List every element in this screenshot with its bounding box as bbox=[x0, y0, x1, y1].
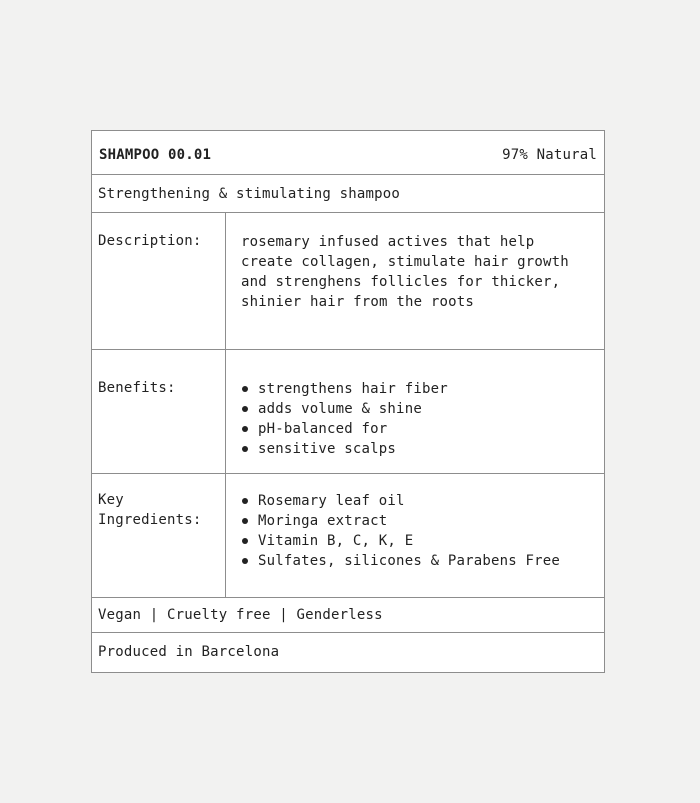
benefits-label: Benefits: bbox=[98, 380, 176, 396]
ingredients-list bbox=[241, 491, 560, 571]
list-item bbox=[241, 491, 560, 511]
bullet-icon bbox=[242, 426, 248, 432]
product-tags: Vegan | Cruelty free | Genderless bbox=[98, 607, 383, 623]
list-item bbox=[241, 551, 560, 571]
product-name: SHAMPOO 00.01 bbox=[99, 147, 212, 163]
natural-percent: 97% Natural bbox=[502, 147, 597, 163]
benefit-text: pH-balanced for bbox=[258, 421, 388, 437]
ingredient-text: Rosemary leaf oil bbox=[258, 493, 405, 509]
ingredients-label: Key Ingredients: bbox=[98, 492, 202, 528]
column-divider bbox=[225, 350, 226, 473]
ingredients-row bbox=[92, 474, 604, 598]
bullet-icon bbox=[242, 406, 248, 412]
description-text: rosemary infused actives that help create collagen, stimulate hair growth and strenghens follicles for thicker, shinier hair from the roots bbox=[241, 234, 569, 310]
bullet-icon bbox=[242, 498, 248, 504]
product-origin: Produced in Barcelona bbox=[98, 644, 280, 660]
bullet-icon bbox=[242, 446, 248, 452]
list-item bbox=[241, 379, 448, 399]
tags-row bbox=[92, 598, 604, 633]
list-item bbox=[241, 439, 448, 459]
list-item bbox=[241, 419, 448, 439]
subtitle-row bbox=[92, 175, 604, 213]
list-item bbox=[241, 399, 448, 419]
benefits-row bbox=[92, 350, 604, 474]
origin-row bbox=[92, 633, 604, 672]
product-subtitle: Strengthening & stimulating shampoo bbox=[98, 186, 401, 202]
benefit-text: adds volume & shine bbox=[258, 401, 422, 417]
column-divider bbox=[225, 213, 226, 349]
ingredient-text: Moringa extract bbox=[258, 513, 388, 529]
column-divider bbox=[225, 474, 226, 597]
list-item bbox=[241, 531, 560, 551]
product-label-card bbox=[91, 130, 605, 673]
bullet-icon bbox=[242, 518, 248, 524]
benefit-text: strengthens hair fiber bbox=[258, 381, 448, 397]
list-item bbox=[241, 511, 560, 531]
benefit-text: sensitive scalps bbox=[258, 441, 397, 457]
label-header-row bbox=[92, 131, 604, 175]
ingredient-text: Sulfates, silicones & Parabens Free bbox=[258, 553, 561, 569]
description-label: Description: bbox=[98, 233, 202, 249]
bullet-icon bbox=[242, 386, 248, 392]
bullet-icon bbox=[242, 558, 248, 564]
benefits-list bbox=[241, 379, 448, 459]
ingredient-text: Vitamin B, C, K, E bbox=[258, 533, 414, 549]
description-row bbox=[92, 213, 604, 350]
bullet-icon bbox=[242, 538, 248, 544]
